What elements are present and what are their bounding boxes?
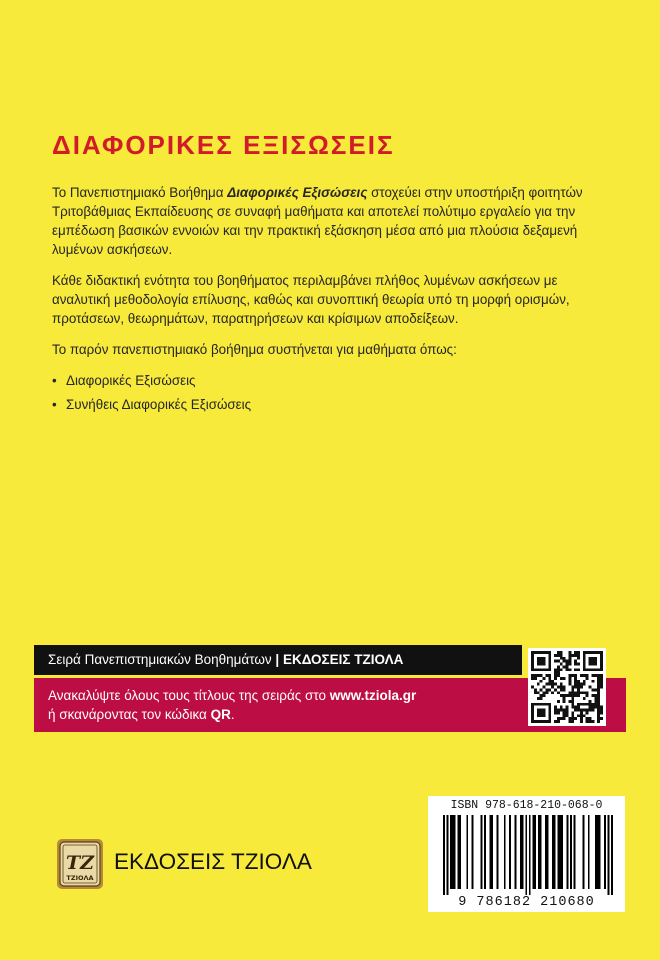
qr-code-graphic [531,651,603,723]
promo-line-1: Ανακαλύψτε όλους τους τίτλους της σειράς στο www.tziola.gr [48,688,417,703]
course-list-item: • Συνήθεις Διαφορικές Εξισώσεις [52,397,252,412]
series-separator: | [271,652,283,667]
barcode-bars [443,815,613,895]
book-title: ΔΙΑΦΟΡΙΚΕΣ ΕΞΙΣΩΣΕΙΣ [52,130,395,160]
website-link[interactable]: www.tziola.gr [329,688,417,703]
description-paragraph-2: Κάθε διδακτική ενότητα του βοηθήματος περιλαμβάνει πλήθος λυμένων ασκήσεων με αναλυτική μεθοδολογία επίλυσης, καθώς και συνοπτική θεωρία υπό τη μορφή ορισμών, προτάσεων, θεωρημάτων, παρατηρήσεων και κρίσιμων αποδείξεων. [52,273,570,326]
svg-text:TZ: TZ [65,852,95,874]
course-list [52,371,612,414]
svg-text:ΤΖΙΟΛΑ: ΤΖΙΟΛΑ [66,874,94,882]
isbn-barcode [428,796,625,912]
isbn-label: ISBN 978-618-210-068-0 [450,799,603,812]
series-name: Σειρά Πανεπιστημιακών Βοηθημάτων [48,652,272,667]
course-list-item: • Διαφορικές Εξισώσεις [52,373,196,388]
publisher-name: ΕΚΔΟΣΕΙΣ ΤΖΙΟΛΑ [114,849,312,874]
series-publisher: ΕΚΔΟΣΕΙΣ ΤΖΙΟΛΑ [282,652,404,667]
qr-code-icon[interactable] [528,648,606,726]
book-title-emphasis: Διαφορικές Εξισώσεις [227,185,368,200]
description-paragraph-3: Το παρόν πανεπιστημιακό βοήθημα συστήνεται για μαθήματα όπως: [52,342,457,357]
bullet-icon: • [52,397,57,412]
promo-line-2: ή σκανάροντας τον κώδικα QR. [48,707,235,722]
description [52,183,612,419]
description-paragraph-1: Το Πανεπιστημιακό Βοήθημα Διαφορικές Εξισώσεις στοχεύει στην υποστήριξη φοιτητών Τριτοβάθμιας Εκπαίδευσης σε συναφή μαθήματα και αποτελεί πολύτιμο εργαλείο για την εμπέδωση βασικών εννοιών και την πρακτική εξάσκηση μέσα από μια πλούσια δεξαμενή λυμένων ασκήσεων. [52,185,583,257]
bullet-icon: • [52,373,57,388]
barcode-digits: 9 786182 210680 [458,895,595,910]
series-bar [34,645,522,675]
publisher-logo [56,838,104,890]
